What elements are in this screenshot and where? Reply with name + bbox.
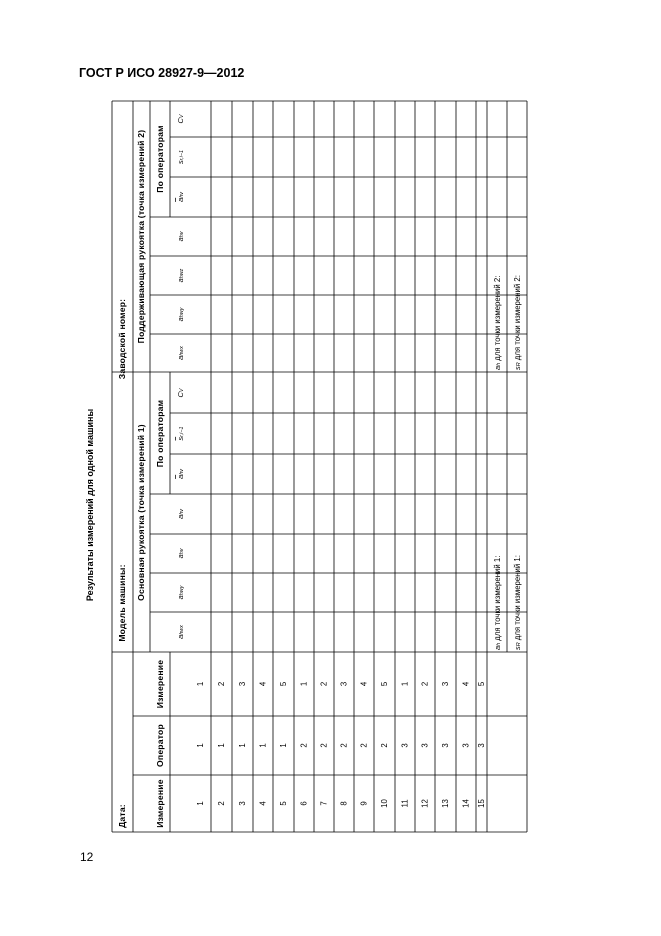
group2-op-col-1: sr,i−1 (175, 149, 185, 165)
row-number: 6 (299, 801, 309, 806)
row-measurement: 5 (380, 681, 389, 687)
row-measurement: 5 (279, 681, 288, 687)
group2-col-3: ahv (175, 231, 185, 242)
header-operator: Оператор (155, 724, 165, 767)
row-measurement: 2 (420, 681, 430, 687)
model-label: Модель машины: (117, 564, 127, 642)
row-number: 1 (196, 801, 205, 806)
row-operator: 2 (380, 743, 389, 748)
row-operator: 1 (279, 743, 288, 748)
row-number: 8 (339, 801, 349, 806)
row-operator: 2 (319, 743, 329, 748)
group2-col-0: ahwx (175, 346, 185, 360)
group1-col-0: ahwx (175, 625, 185, 639)
row-operator: 1 (217, 743, 226, 748)
group1-op-col-0: ahv (175, 469, 185, 479)
table-caption-text: Результаты измерений для одной машины (85, 408, 95, 602)
summary-sr-point1: sR для точки измерений 1: (512, 555, 522, 650)
row-number: 7 (319, 801, 329, 806)
group2-col-1: ahwy (175, 307, 185, 322)
row-number: 11 (400, 799, 410, 808)
page-number: 12 (80, 850, 94, 864)
group2-col-2: ahwz (175, 268, 185, 283)
row-operator: 3 (477, 743, 486, 748)
row-number: 5 (279, 801, 288, 806)
row-measurement: 3 (339, 681, 349, 687)
group1-col-1: ahwy (175, 585, 185, 600)
row-number: 13 (441, 799, 450, 808)
group2-op-col-2: CV (175, 114, 185, 124)
group2-title: Поддерживающая рукоятка (точка измерений 2) (136, 129, 146, 344)
group1-by-operators: По операторам (155, 399, 165, 468)
document-code: ГОСТ Р ИСО 28927-9—2012 (79, 66, 245, 80)
group1-title: Основная рукоятка (точка измерений 1) (136, 424, 146, 601)
row-operator: 1 (258, 743, 268, 748)
row-measurement: 1 (196, 681, 205, 687)
row-operator: 1 (238, 743, 247, 748)
summary-ah-point1: ah для точки измерений 1: (492, 555, 502, 650)
group1-col-2: ahv (175, 548, 185, 559)
summary-sr-point2: sR для точки измерений 2: (512, 275, 522, 370)
date-label: Дата: (117, 804, 127, 828)
row-measurement: 2 (319, 681, 329, 687)
row-operator: 3 (461, 743, 471, 748)
row-operator: 3 (420, 743, 430, 748)
row-operator: 3 (400, 743, 410, 748)
serial-label: Заводской номер: (117, 298, 127, 380)
row-measurement: 4 (258, 681, 268, 687)
group2-by-operators: По операторам (155, 125, 165, 193)
row-measurement: 4 (359, 681, 369, 687)
row-number: 4 (258, 801, 268, 806)
row-operator: 2 (299, 743, 309, 748)
group1-op-col-2: CV (175, 388, 185, 398)
row-measurement: 3 (441, 681, 450, 687)
row-number: 15 (477, 799, 486, 808)
row-number: 3 (238, 801, 247, 806)
row-number: 12 (420, 799, 430, 808)
row-measurement: 2 (217, 681, 226, 687)
row-operator: 1 (196, 743, 205, 748)
header-measurement-in-series: Измерение (155, 659, 165, 709)
row-number: 14 (461, 799, 471, 808)
header-measurement: Измерение (155, 779, 165, 828)
row-operator: 2 (339, 743, 349, 748)
row-number: 10 (380, 799, 389, 808)
row-measurement: 1 (400, 681, 410, 687)
row-measurement: 3 (238, 681, 247, 687)
group1-col-3: ahv (175, 509, 185, 519)
row-measurement: 5 (477, 681, 486, 687)
row-number: 2 (217, 801, 226, 806)
row-operator: 3 (441, 743, 450, 748)
row-measurement: 4 (461, 681, 471, 687)
group2-op-col-0: ahv (175, 192, 185, 202)
row-operator: 2 (359, 743, 369, 748)
group1-op-col-1: sr,i−1 (175, 426, 185, 441)
row-number: 9 (359, 801, 369, 806)
row-measurement: 1 (299, 681, 309, 687)
summary-ah-point2: ah для точки измерений 2: (492, 275, 502, 370)
